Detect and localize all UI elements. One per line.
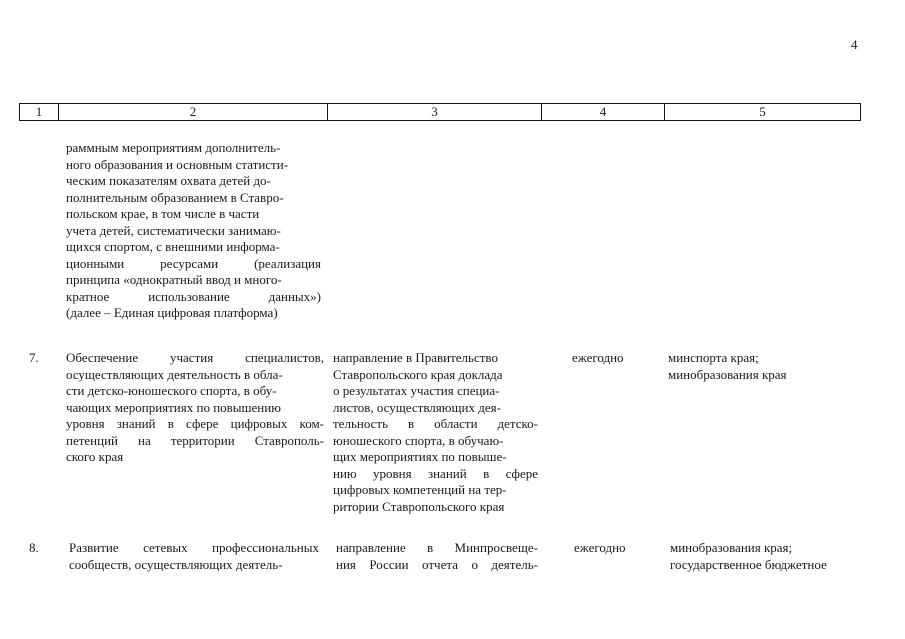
row-8-activity — [69, 540, 319, 573]
header-col-2: 2 — [59, 104, 328, 121]
text-line: польском крае, в том числе в части — [66, 206, 260, 221]
text-line: ционными ресурсами (реализация — [66, 255, 321, 271]
text-line: (далее – Единая цифровая платформа) — [66, 305, 278, 320]
text-line: минобразования края — [668, 366, 787, 382]
text-line: тельность в области детско- — [333, 416, 538, 431]
text-line: цифровых компетенций на тер- — [333, 482, 507, 497]
text-line: юношеского спорта, в обучаю- — [333, 432, 504, 448]
text-line: Ставропольского края доклада — [333, 366, 503, 382]
page-number: 4 — [851, 37, 858, 52]
text-line: направление в Правительство — [333, 350, 498, 365]
text-line: учета детей, систематически занимаю- — [66, 222, 281, 238]
continuation-text — [66, 140, 321, 322]
text-line: сти детско-юношеского спорта, в обу- — [66, 383, 277, 398]
row-8-result — [336, 540, 538, 573]
header-col-3: 3 — [328, 104, 542, 121]
text-line: петенций на территории Ставрополь- — [66, 432, 324, 448]
row-7-result — [333, 350, 538, 515]
text-line: минобразования края; — [670, 540, 793, 555]
text-line: ческим показателям охвата детей до- — [66, 173, 271, 188]
row-8-responsible — [670, 540, 865, 573]
row-7-deadline: ежегодно — [572, 350, 624, 365]
header-col-5: 5 — [665, 104, 861, 121]
text-line: ного образования и основным статисти- — [66, 156, 289, 172]
text-line: ского края — [66, 449, 124, 464]
text-line: полнительным образованием в Ставро- — [66, 189, 284, 205]
text-line: сообществ, осуществляющих деятель- — [69, 556, 283, 572]
row-7-responsible — [668, 350, 863, 383]
header-col-4: 4 — [542, 104, 665, 121]
text-line: раммным мероприятиям дополнитель- — [66, 140, 281, 155]
text-line: нию уровня знаний в сфере — [333, 465, 538, 481]
row-8-number: 8. — [29, 540, 39, 555]
text-line: принципа «однократный ввод и много- — [66, 272, 282, 287]
text-line: осуществляющих деятельность в обла- — [66, 366, 283, 382]
text-line: уровня знаний в сфере цифровых ком- — [66, 416, 324, 431]
text-line: Обеспечение участия специалистов, — [66, 350, 324, 365]
text-line: о результатах участия специа- — [333, 383, 500, 398]
text-line: ритории Ставропольского края — [333, 498, 505, 514]
header-col-1: 1 — [20, 104, 59, 121]
text-line: чающих мероприятиях по повышению — [66, 399, 281, 415]
text-line: государственное бюджетное — [670, 556, 827, 572]
table-header — [19, 103, 861, 121]
text-line: кратное использование данных») — [66, 288, 321, 304]
text-line: минспорта края; — [668, 350, 759, 365]
text-line: щих мероприятиях по повыше- — [333, 449, 507, 464]
row-7-number: 7. — [29, 350, 39, 365]
text-line: листов, осуществляющих дея- — [333, 399, 501, 415]
text-line: Развитие сетевых профессиональных — [69, 540, 319, 555]
text-line: ния России отчета о деятель- — [336, 556, 538, 572]
row-7-activity — [66, 350, 324, 466]
text-line: направление в Минпросвеще- — [336, 540, 538, 555]
row-8-deadline: ежегодно — [574, 540, 626, 555]
text-line: щихся спортом, с внешними информа- — [66, 239, 280, 254]
